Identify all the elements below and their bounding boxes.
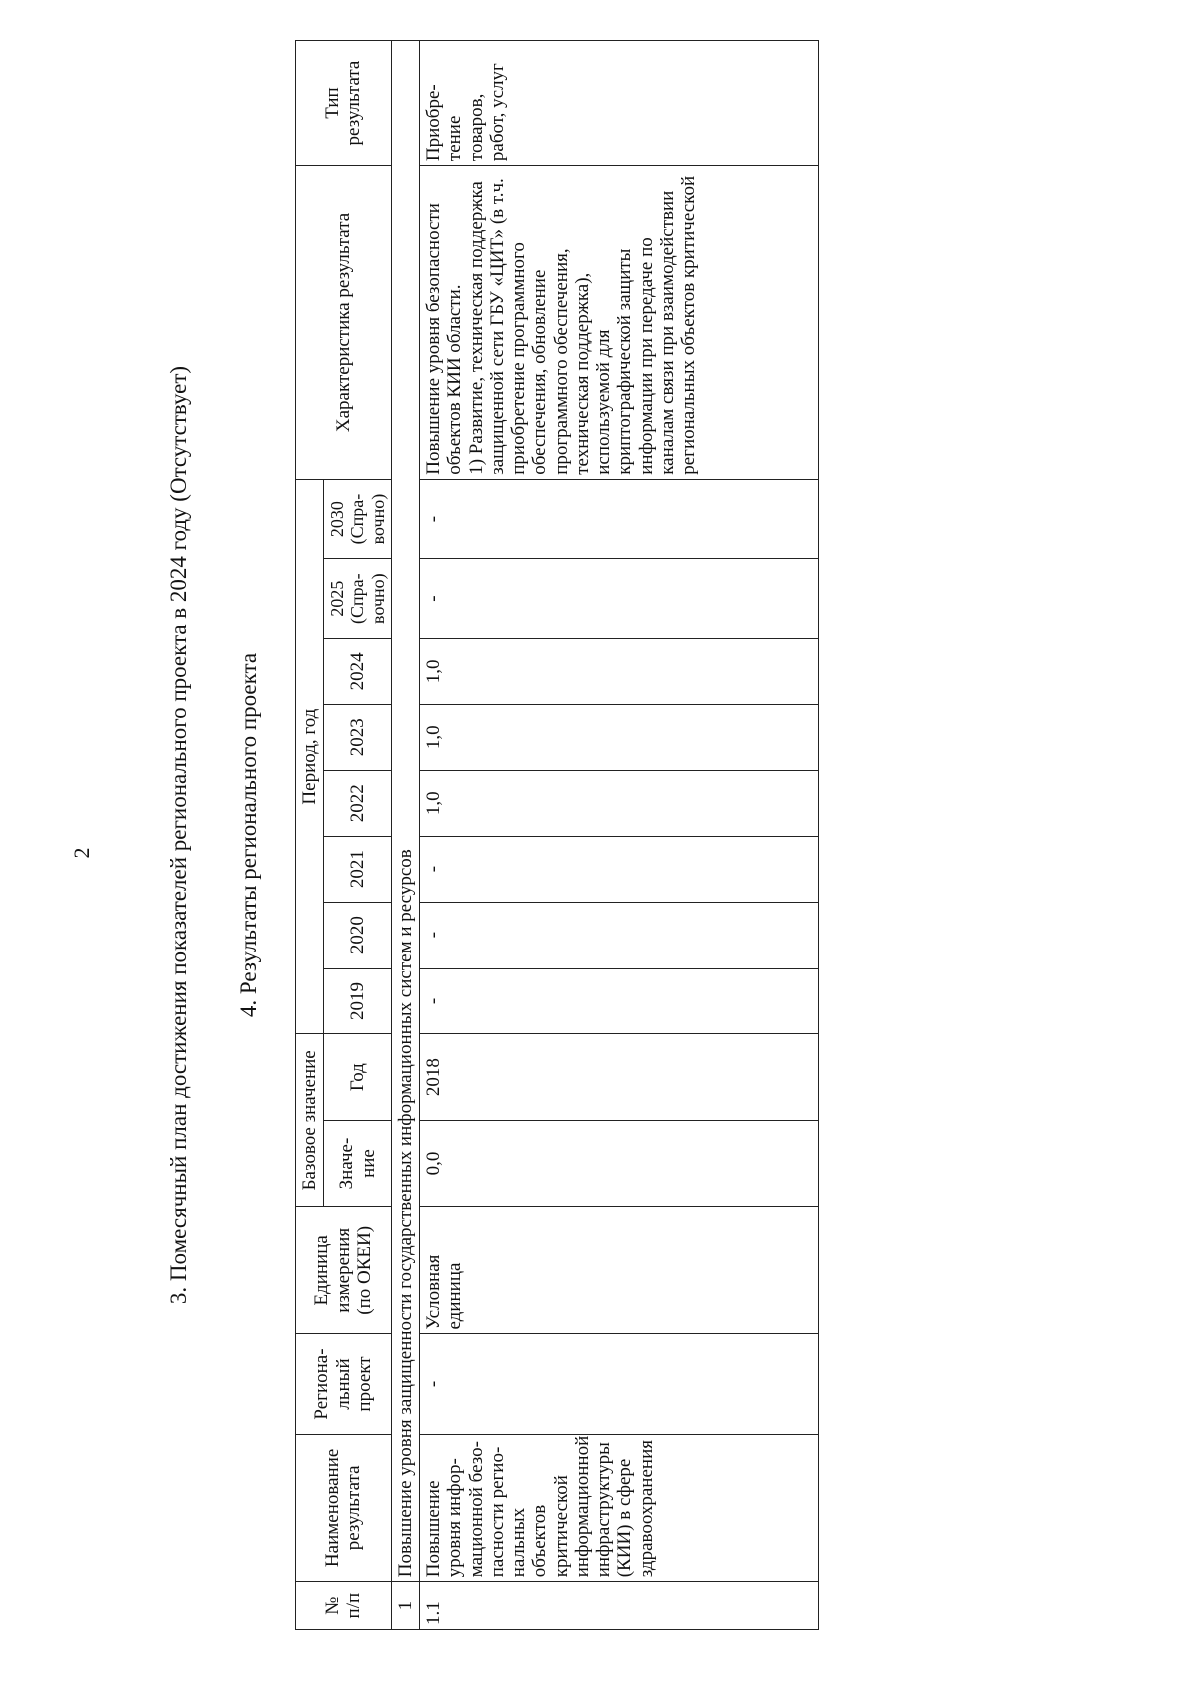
row-value-2023: 1,0	[420, 704, 819, 770]
section-title: Повышение уровня защищенности государственных информационных систем и ресурсов	[391, 41, 419, 1582]
header-base-year: Год	[324, 1034, 391, 1120]
header-name: Наименование результата	[296, 1434, 392, 1582]
section-row	[391, 41, 419, 1630]
row-type: Приобре-тение товаров, работ, услуг	[420, 41, 819, 166]
table-row	[420, 41, 819, 1630]
header-type: Тип результата	[296, 41, 392, 166]
section3-heading: 3. Помесячный план достижения показателей регионального проекта в 2024 году (Отсутствует)	[166, 365, 191, 1305]
row-base-value: 0,0	[420, 1120, 819, 1206]
row-value-2030: -	[420, 479, 819, 559]
row-unit: Условная единица	[420, 1207, 819, 1334]
header-regional: Региона- льный проект	[296, 1334, 392, 1434]
header-period: Период, год	[296, 479, 324, 1034]
row-value-2020: -	[420, 902, 819, 968]
row-characteristic: Повышение уровня безопасности объектов КИИ области. 1) Развитие, техническая поддержка защищенной сети ГБУ «ЦИТ» (в т.ч. приобретение программного обеспечения, обновление программного обеспечения, техническая поддержка), используемой для криптографической защиты информации при передаче по каналам связи при взаимодействии региональных объектов критической	[420, 166, 819, 480]
header-year: 2022	[324, 770, 391, 836]
row-value-2019: -	[420, 968, 819, 1034]
results-table	[295, 40, 819, 1630]
section-num: 1	[391, 1582, 419, 1630]
landscape-content	[160, 30, 1170, 1640]
header-unit: Единица измерения (по ОКЕИ)	[296, 1207, 392, 1334]
header-row-1	[296, 41, 324, 1630]
header-year-2030: 2030 (Спра- вочно)	[324, 479, 391, 559]
header-base: Базовое значение	[296, 1034, 324, 1207]
row-value-2025: -	[420, 559, 819, 639]
row-value-2024: 1,0	[420, 638, 819, 704]
header-year: 2021	[324, 836, 391, 902]
row-name: Повышение уровня инфор-мационной безо-пасности регио-нальных объектов критической информационной инфраструктуры (КИИ) в сфере здравоохранения	[420, 1434, 819, 1582]
header-num: № п/п	[296, 1582, 392, 1630]
row-value-2022: 1,0	[420, 770, 819, 836]
header-year: 2024	[324, 638, 391, 704]
header-year: 2023	[324, 704, 391, 770]
row-value-2021: -	[420, 836, 819, 902]
header-year: 2020	[324, 902, 391, 968]
row-base-year: 2018	[420, 1034, 819, 1120]
section4-heading: 4. Результаты регионального проекта	[236, 652, 261, 1018]
header-year-2025: 2025 (Спра- вочно)	[324, 559, 391, 639]
header-characteristic: Характеристика результата	[296, 166, 392, 480]
header-base-value: Значе- ние	[324, 1120, 391, 1206]
page-number: 2	[69, 847, 94, 859]
row-regional: -	[420, 1334, 819, 1434]
header-year: 2019	[324, 968, 391, 1034]
row-num: 1.1	[420, 1582, 819, 1630]
